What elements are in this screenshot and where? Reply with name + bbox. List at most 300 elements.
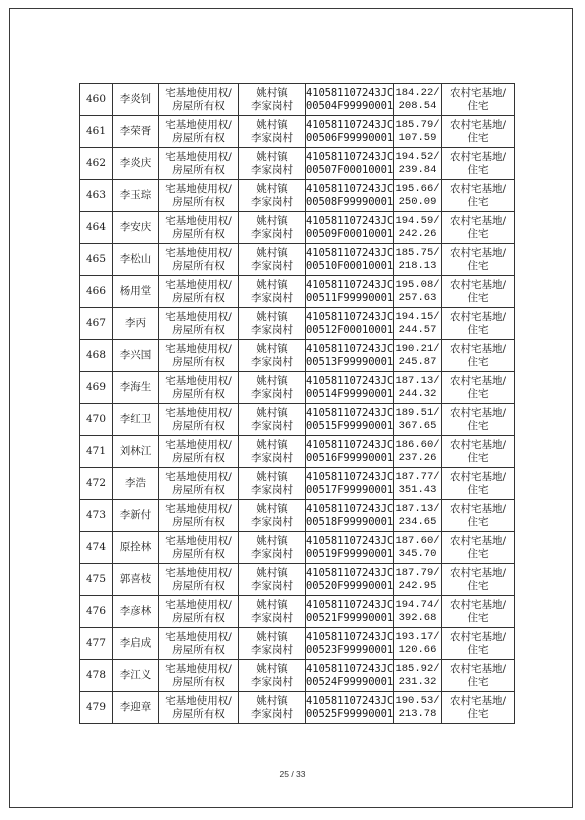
right-type-line: 宅基地使用权/ bbox=[165, 438, 232, 451]
right-type-cell bbox=[159, 436, 239, 468]
right-type-cell bbox=[159, 276, 239, 308]
right-type-line: 宅基地使用权/ bbox=[165, 598, 232, 611]
right-type-line: 房屋所有权 bbox=[172, 195, 225, 208]
location-line: 李家岗村 bbox=[251, 675, 293, 688]
land-use-cell bbox=[442, 628, 515, 660]
right-type-line: 宅基地使用权/ bbox=[165, 150, 232, 163]
area-line: 242.95 bbox=[398, 579, 437, 592]
owner-name-cell: 刘林江 bbox=[113, 436, 159, 468]
area-line: 195.66/ bbox=[395, 182, 440, 195]
right-type-line: 宅基地使用权/ bbox=[165, 502, 232, 515]
right-type-line: 房屋所有权 bbox=[172, 515, 225, 528]
area-line: 194.15/ bbox=[395, 310, 440, 323]
right-type-line: 房屋所有权 bbox=[172, 451, 225, 464]
table-row bbox=[80, 212, 515, 244]
location-cell bbox=[239, 532, 306, 564]
owner-name-cell: 杨用堂 bbox=[113, 276, 159, 308]
table-row bbox=[80, 84, 515, 116]
location-line: 姚村镇 bbox=[256, 598, 288, 611]
row-number-cell: 462 bbox=[80, 148, 113, 180]
right-type-cell bbox=[159, 628, 239, 660]
land-use-line: 农村宅基地/ bbox=[449, 598, 507, 611]
land-use-line: 农村宅基地/ bbox=[449, 566, 507, 579]
right-type-cell bbox=[159, 212, 239, 244]
area-cell bbox=[394, 692, 442, 724]
certificate-id-line: 410581107243JC bbox=[306, 694, 394, 707]
location-cell bbox=[239, 564, 306, 596]
land-use-line: 住宅 bbox=[467, 163, 489, 176]
location-line: 李家岗村 bbox=[251, 579, 293, 592]
location-cell bbox=[239, 372, 306, 404]
location-line: 李家岗村 bbox=[251, 611, 293, 624]
row-number-cell: 479 bbox=[80, 692, 113, 724]
certificate-id-line: 410581107243JC bbox=[306, 278, 394, 291]
area-cell bbox=[394, 148, 442, 180]
table-row bbox=[80, 436, 515, 468]
area-cell bbox=[394, 436, 442, 468]
location-line: 李家岗村 bbox=[251, 163, 293, 176]
certificate-id-cell bbox=[306, 692, 394, 724]
area-line: 120.66 bbox=[398, 643, 437, 656]
certificate-id-cell bbox=[306, 116, 394, 148]
land-use-cell bbox=[442, 276, 515, 308]
certificate-id-line: 410581107243JC bbox=[306, 214, 394, 227]
location-cell bbox=[239, 180, 306, 212]
row-number-cell: 469 bbox=[80, 372, 113, 404]
location-line: 李家岗村 bbox=[251, 291, 293, 304]
certificate-id-cell bbox=[306, 212, 394, 244]
area-line: 189.51/ bbox=[395, 406, 440, 419]
row-number-cell: 465 bbox=[80, 244, 113, 276]
certificate-id-cell bbox=[306, 340, 394, 372]
location-line: 李家岗村 bbox=[251, 195, 293, 208]
certificate-id-cell bbox=[306, 532, 394, 564]
area-line: 367.65 bbox=[398, 419, 437, 432]
land-use-line: 住宅 bbox=[467, 515, 489, 528]
certificate-id-line: 00511F99990001 bbox=[306, 291, 394, 304]
table-row bbox=[80, 532, 515, 564]
location-line: 姚村镇 bbox=[256, 630, 288, 643]
table-row bbox=[80, 404, 515, 436]
area-cell bbox=[394, 308, 442, 340]
owner-name-cell: 李炎庆 bbox=[113, 148, 159, 180]
certificate-id-line: 410581107243JC bbox=[306, 662, 394, 675]
certificate-id-cell bbox=[306, 660, 394, 692]
location-cell bbox=[239, 404, 306, 436]
certificate-id-line: 00517F99990001 bbox=[306, 483, 394, 496]
row-number-cell: 460 bbox=[80, 84, 113, 116]
land-use-line: 住宅 bbox=[467, 291, 489, 304]
land-use-cell bbox=[442, 372, 515, 404]
row-number-cell: 477 bbox=[80, 628, 113, 660]
row-number-cell: 467 bbox=[80, 308, 113, 340]
land-use-line: 住宅 bbox=[467, 707, 489, 720]
land-use-line: 农村宅基地/ bbox=[449, 694, 507, 707]
table-row bbox=[80, 500, 515, 532]
table-row bbox=[80, 148, 515, 180]
certificate-id-line: 410581107243JC bbox=[306, 502, 394, 515]
certificate-id-line: 00514F99990001 bbox=[306, 387, 394, 400]
right-type-line: 宅基地使用权/ bbox=[165, 566, 232, 579]
location-line: 姚村镇 bbox=[256, 150, 288, 163]
area-line: 187.77/ bbox=[395, 470, 440, 483]
certificate-id-line: 00509F00010001 bbox=[306, 227, 394, 240]
area-line: 208.54 bbox=[398, 99, 437, 112]
location-line: 李家岗村 bbox=[251, 547, 293, 560]
certificate-id-cell bbox=[306, 372, 394, 404]
certificate-id-line: 410581107243JC bbox=[306, 598, 394, 611]
location-line: 李家岗村 bbox=[251, 131, 293, 144]
owner-name-cell: 李海生 bbox=[113, 372, 159, 404]
area-line: 187.13/ bbox=[395, 502, 440, 515]
location-cell bbox=[239, 436, 306, 468]
right-type-cell bbox=[159, 84, 239, 116]
area-cell bbox=[394, 628, 442, 660]
right-type-line: 宅基地使用权/ bbox=[165, 534, 232, 547]
right-type-line: 宅基地使用权/ bbox=[165, 374, 232, 387]
certificate-id-line: 410581107243JC bbox=[306, 406, 394, 419]
location-line: 姚村镇 bbox=[256, 406, 288, 419]
certificate-id-line: 410581107243JC bbox=[306, 246, 394, 259]
land-use-line: 住宅 bbox=[467, 451, 489, 464]
land-use-line: 住宅 bbox=[467, 579, 489, 592]
right-type-line: 房屋所有权 bbox=[172, 99, 225, 112]
right-type-line: 宅基地使用权/ bbox=[165, 342, 232, 355]
right-type-line: 宅基地使用权/ bbox=[165, 694, 232, 707]
right-type-line: 房屋所有权 bbox=[172, 259, 225, 272]
right-type-cell bbox=[159, 308, 239, 340]
certificate-id-line: 410581107243JC bbox=[306, 86, 394, 99]
row-number-cell: 463 bbox=[80, 180, 113, 212]
right-type-line: 宅基地使用权/ bbox=[165, 406, 232, 419]
owner-name-cell: 李松山 bbox=[113, 244, 159, 276]
location-line: 姚村镇 bbox=[256, 566, 288, 579]
table-row bbox=[80, 692, 515, 724]
land-use-cell bbox=[442, 532, 515, 564]
location-line: 姚村镇 bbox=[256, 278, 288, 291]
area-line: 245.87 bbox=[398, 355, 437, 368]
land-use-line: 农村宅基地/ bbox=[449, 662, 507, 675]
right-type-line: 房屋所有权 bbox=[172, 419, 225, 432]
area-line: 184.22/ bbox=[395, 86, 440, 99]
certificate-id-cell bbox=[306, 436, 394, 468]
location-cell bbox=[239, 500, 306, 532]
area-line: 186.60/ bbox=[395, 438, 440, 451]
right-type-line: 房屋所有权 bbox=[172, 547, 225, 560]
row-number-cell: 464 bbox=[80, 212, 113, 244]
table-row bbox=[80, 276, 515, 308]
certificate-id-line: 00515F99990001 bbox=[306, 419, 394, 432]
land-use-line: 住宅 bbox=[467, 131, 489, 144]
location-line: 李家岗村 bbox=[251, 707, 293, 720]
right-type-line: 房屋所有权 bbox=[172, 643, 225, 656]
land-use-cell bbox=[442, 468, 515, 500]
land-use-line: 住宅 bbox=[467, 419, 489, 432]
area-cell bbox=[394, 468, 442, 500]
right-type-line: 宅基地使用权/ bbox=[165, 86, 232, 99]
area-cell bbox=[394, 340, 442, 372]
table-row bbox=[80, 660, 515, 692]
certificate-id-line: 00504F99990001 bbox=[306, 99, 394, 112]
land-use-line: 农村宅基地/ bbox=[449, 534, 507, 547]
table-row bbox=[80, 244, 515, 276]
land-use-line: 住宅 bbox=[467, 547, 489, 560]
land-use-line: 住宅 bbox=[467, 227, 489, 240]
right-type-cell bbox=[159, 692, 239, 724]
right-type-cell bbox=[159, 500, 239, 532]
location-cell bbox=[239, 692, 306, 724]
right-type-line: 宅基地使用权/ bbox=[165, 662, 232, 675]
table-row bbox=[80, 372, 515, 404]
area-line: 250.09 bbox=[398, 195, 437, 208]
certificate-id-cell bbox=[306, 148, 394, 180]
area-cell bbox=[394, 244, 442, 276]
right-type-cell bbox=[159, 244, 239, 276]
right-type-line: 房屋所有权 bbox=[172, 387, 225, 400]
table-row bbox=[80, 564, 515, 596]
table-body bbox=[80, 84, 515, 724]
land-use-line: 农村宅基地/ bbox=[449, 470, 507, 483]
area-cell bbox=[394, 116, 442, 148]
owner-name-cell: 李新付 bbox=[113, 500, 159, 532]
location-line: 姚村镇 bbox=[256, 534, 288, 547]
certificate-id-line: 00523F99990001 bbox=[306, 643, 394, 656]
certificate-id-cell bbox=[306, 244, 394, 276]
land-use-cell bbox=[442, 340, 515, 372]
location-line: 姚村镇 bbox=[256, 246, 288, 259]
location-cell bbox=[239, 596, 306, 628]
right-type-line: 宅基地使用权/ bbox=[165, 310, 232, 323]
right-type-cell bbox=[159, 404, 239, 436]
certificate-id-line: 410581107243JC bbox=[306, 534, 394, 547]
area-line: 187.79/ bbox=[395, 566, 440, 579]
owner-name-cell: 李兴国 bbox=[113, 340, 159, 372]
row-number-cell: 473 bbox=[80, 500, 113, 532]
certificate-id-line: 410581107243JC bbox=[306, 342, 394, 355]
location-line: 姚村镇 bbox=[256, 86, 288, 99]
right-type-line: 房屋所有权 bbox=[172, 579, 225, 592]
area-line: 237.26 bbox=[398, 451, 437, 464]
location-cell bbox=[239, 84, 306, 116]
land-use-line: 农村宅基地/ bbox=[449, 374, 507, 387]
row-number-cell: 466 bbox=[80, 276, 113, 308]
location-line: 李家岗村 bbox=[251, 515, 293, 528]
owner-name-cell: 李玉琮 bbox=[113, 180, 159, 212]
owner-name-cell: 李安庆 bbox=[113, 212, 159, 244]
area-line: 194.52/ bbox=[395, 150, 440, 163]
table-row bbox=[80, 308, 515, 340]
certificate-id-line: 410581107243JC bbox=[306, 438, 394, 451]
certificate-id-line: 410581107243JC bbox=[306, 566, 394, 579]
row-number-cell: 475 bbox=[80, 564, 113, 596]
land-use-line: 农村宅基地/ bbox=[449, 182, 507, 195]
land-use-cell bbox=[442, 500, 515, 532]
land-use-line: 住宅 bbox=[467, 643, 489, 656]
location-line: 姚村镇 bbox=[256, 182, 288, 195]
certificate-id-cell bbox=[306, 468, 394, 500]
right-type-cell bbox=[159, 180, 239, 212]
location-cell bbox=[239, 628, 306, 660]
row-number-cell: 472 bbox=[80, 468, 113, 500]
row-number-cell: 461 bbox=[80, 116, 113, 148]
location-cell bbox=[239, 468, 306, 500]
location-cell bbox=[239, 148, 306, 180]
table-row bbox=[80, 116, 515, 148]
area-line: 392.68 bbox=[398, 611, 437, 624]
area-line: 185.75/ bbox=[395, 246, 440, 259]
land-use-line: 住宅 bbox=[467, 323, 489, 336]
area-cell bbox=[394, 564, 442, 596]
right-type-cell bbox=[159, 468, 239, 500]
area-line: 234.65 bbox=[398, 515, 437, 528]
owner-name-cell: 李炎钊 bbox=[113, 84, 159, 116]
land-use-line: 农村宅基地/ bbox=[449, 86, 507, 99]
land-use-cell bbox=[442, 308, 515, 340]
area-line: 190.53/ bbox=[395, 694, 440, 707]
land-use-cell bbox=[442, 84, 515, 116]
location-cell bbox=[239, 308, 306, 340]
location-line: 姚村镇 bbox=[256, 438, 288, 451]
area-cell bbox=[394, 372, 442, 404]
area-line: 213.78 bbox=[398, 707, 437, 720]
land-use-cell bbox=[442, 564, 515, 596]
land-use-cell bbox=[442, 596, 515, 628]
area-cell bbox=[394, 500, 442, 532]
land-use-line: 住宅 bbox=[467, 195, 489, 208]
land-use-line: 住宅 bbox=[467, 259, 489, 272]
location-line: 李家岗村 bbox=[251, 259, 293, 272]
land-use-line: 住宅 bbox=[467, 483, 489, 496]
area-line: 345.70 bbox=[398, 547, 437, 560]
location-line: 李家岗村 bbox=[251, 99, 293, 112]
land-use-line: 农村宅基地/ bbox=[449, 310, 507, 323]
area-cell bbox=[394, 660, 442, 692]
right-type-cell bbox=[159, 660, 239, 692]
right-type-line: 房屋所有权 bbox=[172, 483, 225, 496]
certificate-id-line: 00512F00010001 bbox=[306, 323, 394, 336]
land-use-line: 住宅 bbox=[467, 675, 489, 688]
area-cell bbox=[394, 276, 442, 308]
area-line: 187.13/ bbox=[395, 374, 440, 387]
land-use-cell bbox=[442, 116, 515, 148]
land-use-cell bbox=[442, 660, 515, 692]
area-line: 194.59/ bbox=[395, 214, 440, 227]
land-use-cell bbox=[442, 404, 515, 436]
location-line: 李家岗村 bbox=[251, 483, 293, 496]
certificate-id-cell bbox=[306, 596, 394, 628]
land-use-cell bbox=[442, 244, 515, 276]
location-line: 李家岗村 bbox=[251, 419, 293, 432]
right-type-line: 宅基地使用权/ bbox=[165, 470, 232, 483]
location-cell bbox=[239, 244, 306, 276]
right-type-cell bbox=[159, 532, 239, 564]
row-number-cell: 476 bbox=[80, 596, 113, 628]
location-line: 姚村镇 bbox=[256, 214, 288, 227]
row-number-cell: 474 bbox=[80, 532, 113, 564]
area-line: 185.92/ bbox=[395, 662, 440, 675]
row-number-cell: 471 bbox=[80, 436, 113, 468]
owner-name-cell: 李丙 bbox=[113, 308, 159, 340]
owner-name-cell: 李荣胥 bbox=[113, 116, 159, 148]
land-use-cell bbox=[442, 436, 515, 468]
right-type-line: 房屋所有权 bbox=[172, 131, 225, 144]
certificate-id-cell bbox=[306, 500, 394, 532]
right-type-line: 房屋所有权 bbox=[172, 227, 225, 240]
right-type-line: 房屋所有权 bbox=[172, 291, 225, 304]
table-row bbox=[80, 628, 515, 660]
land-use-line: 农村宅基地/ bbox=[449, 278, 507, 291]
table-row bbox=[80, 596, 515, 628]
right-type-cell bbox=[159, 116, 239, 148]
location-line: 姚村镇 bbox=[256, 694, 288, 707]
certificate-id-line: 410581107243JC bbox=[306, 150, 394, 163]
right-type-line: 房屋所有权 bbox=[172, 611, 225, 624]
page-number: 25 / 33 bbox=[279, 769, 306, 779]
certificate-id-line: 00507F00010001 bbox=[306, 163, 394, 176]
location-cell bbox=[239, 660, 306, 692]
certificate-id-line: 00519F99990001 bbox=[306, 547, 394, 560]
area-cell bbox=[394, 212, 442, 244]
area-cell bbox=[394, 180, 442, 212]
right-type-line: 宅基地使用权/ bbox=[165, 118, 232, 131]
certificate-id-line: 00506F99990001 bbox=[306, 131, 394, 144]
table-row bbox=[80, 180, 515, 212]
owner-name-cell: 郭喜枝 bbox=[113, 564, 159, 596]
right-type-line: 宅基地使用权/ bbox=[165, 630, 232, 643]
certificate-id-cell bbox=[306, 276, 394, 308]
right-type-line: 房屋所有权 bbox=[172, 675, 225, 688]
certificate-id-line: 410581107243JC bbox=[306, 630, 394, 643]
certificate-id-cell bbox=[306, 564, 394, 596]
location-line: 姚村镇 bbox=[256, 470, 288, 483]
owner-name-cell: 原拴林 bbox=[113, 532, 159, 564]
owner-name-cell: 李红卫 bbox=[113, 404, 159, 436]
right-type-line: 宅基地使用权/ bbox=[165, 246, 232, 259]
location-line: 李家岗村 bbox=[251, 643, 293, 656]
location-line: 李家岗村 bbox=[251, 451, 293, 464]
location-cell bbox=[239, 276, 306, 308]
certificate-id-cell bbox=[306, 180, 394, 212]
owner-name-cell: 李浩 bbox=[113, 468, 159, 500]
right-type-line: 宅基地使用权/ bbox=[165, 182, 232, 195]
land-use-line: 农村宅基地/ bbox=[449, 406, 507, 419]
location-line: 姚村镇 bbox=[256, 310, 288, 323]
certificate-id-cell bbox=[306, 84, 394, 116]
location-cell bbox=[239, 212, 306, 244]
area-line: 351.43 bbox=[398, 483, 437, 496]
location-line: 李家岗村 bbox=[251, 227, 293, 240]
area-cell bbox=[394, 596, 442, 628]
certificate-id-cell bbox=[306, 404, 394, 436]
area-line: 231.32 bbox=[398, 675, 437, 688]
right-type-cell bbox=[159, 564, 239, 596]
right-type-line: 房屋所有权 bbox=[172, 163, 225, 176]
row-number-cell: 468 bbox=[80, 340, 113, 372]
land-use-line: 农村宅基地/ bbox=[449, 438, 507, 451]
location-line: 李家岗村 bbox=[251, 323, 293, 336]
location-line: 姚村镇 bbox=[256, 502, 288, 515]
owner-name-cell: 李迎章 bbox=[113, 692, 159, 724]
certificate-id-line: 00518F99990001 bbox=[306, 515, 394, 528]
location-line: 李家岗村 bbox=[251, 355, 293, 368]
certificate-id-line: 00524F99990001 bbox=[306, 675, 394, 688]
area-cell bbox=[394, 532, 442, 564]
land-use-line: 农村宅基地/ bbox=[449, 150, 507, 163]
certificate-id-line: 00516F99990001 bbox=[306, 451, 394, 464]
land-use-line: 农村宅基地/ bbox=[449, 630, 507, 643]
right-type-line: 房屋所有权 bbox=[172, 707, 225, 720]
row-number-cell: 478 bbox=[80, 660, 113, 692]
